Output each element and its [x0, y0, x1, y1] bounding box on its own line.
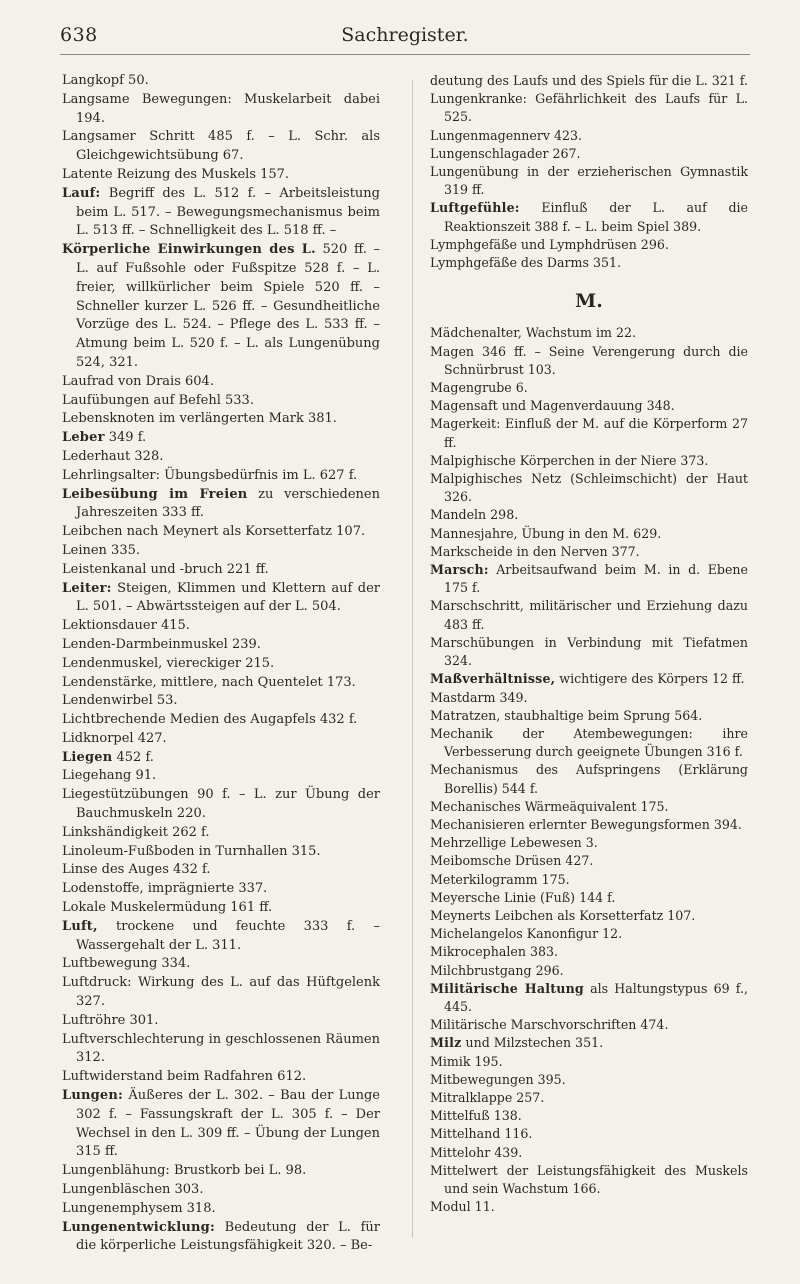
- index-headword: Lauf:: [62, 185, 101, 201]
- index-entry-text: Lebensknoten im verlängerten Mark 381.: [62, 411, 337, 427]
- index-entry-text: Lehrlingsalter: Übungsbedürfnis im L. 627 f.: [62, 467, 358, 483]
- index-entry: [430, 561, 748, 597]
- index-entry: [430, 1071, 748, 1089]
- index-entry-text: Marschschritt, militärischer und Erziehung dazu 483 ff.: [430, 598, 748, 632]
- index-entry: [62, 72, 380, 91]
- index-entry: [62, 1012, 380, 1031]
- index-entry: [62, 655, 380, 674]
- index-entry-text: Lodenstoffe, imprägnierte 337.: [62, 881, 268, 897]
- index-entry-text: Lungenübung in der erzieherischen Gymnastik 319 ff.: [430, 164, 748, 198]
- index-entry: [430, 1053, 748, 1071]
- index-entry-text: Mannesjahre, Übung in den M. 629.: [430, 525, 662, 541]
- index-entry-text: Malpighische Körperchen in der Niere 373.: [430, 452, 709, 468]
- index-entry: [62, 241, 380, 373]
- index-entry: [430, 90, 748, 126]
- index-column-left: [62, 72, 380, 1256]
- index-entry: [62, 843, 380, 862]
- index-headword: Leber: [62, 430, 105, 446]
- index-entry-text: Lungenmagennerv 423.: [430, 127, 583, 143]
- index-entry: [62, 448, 380, 467]
- index-entry: [430, 871, 748, 889]
- index-entry-text: Lymphgefäße und Lymphdrüsen 296.: [430, 236, 669, 252]
- index-entry: [62, 786, 380, 824]
- index-entry-text: Leinen 335.: [62, 542, 140, 558]
- index-entry: [62, 824, 380, 843]
- index-headword: Lungen:: [62, 1088, 124, 1104]
- index-entry-text: Magerkeit: Einfluß der M. auf die Körperform 27 ff.: [430, 416, 748, 450]
- index-entry: [430, 72, 748, 90]
- index-entry-text: Lederhaut 328.: [62, 448, 164, 464]
- index-entry-text: Mittelfuß 138.: [430, 1108, 522, 1124]
- index-entry: [430, 543, 748, 561]
- index-entry: [430, 379, 748, 397]
- index-entry-text: Linoleum-Fußboden in Turnhallen 315.: [62, 843, 321, 859]
- index-entry: [430, 670, 748, 688]
- index-entry-text: Arbeitsaufwand beim M. in d. Ebene 175 f.: [444, 562, 748, 596]
- index-entry-text: Begriff des L. 512 f. – Arbeitsleistung beim L. 517. – Bewegungsmechanismus beim L. 513 ff. – Schnelligkeit des L. 518 ff. –: [76, 185, 380, 239]
- index-entry: [430, 506, 748, 524]
- index-entry: [62, 128, 380, 166]
- index-entry: [62, 692, 380, 711]
- index-entry: [430, 852, 748, 870]
- index-entry: [62, 749, 380, 768]
- index-entry-text: Mittelwert der Leistungsfähigkeit des Muskels und sein Wachstum 166.: [430, 1162, 748, 1196]
- index-entry-text: Meyersche Linie (Fuß) 144 f.: [430, 889, 616, 905]
- index-headword: Körperliche Einwirkungen des L.: [62, 242, 316, 258]
- index-entry: [62, 185, 380, 241]
- index-entry-text: Luftdruck: Wirkung des L. auf das Hüftgelenk 327.: [62, 975, 380, 1010]
- index-entry-text: Lendenmuskel, viereckiger 215.: [62, 655, 275, 671]
- index-entry-text: Luftbewegung 334.: [62, 956, 191, 972]
- section-letter: M.: [575, 290, 603, 313]
- index-entry-text: Mandeln 298.: [430, 507, 519, 523]
- index-entry: [62, 861, 380, 880]
- index-entry-text: Mikrocephalen 383.: [430, 944, 558, 960]
- index-entry-text: Meterkilogramm 175.: [430, 871, 570, 887]
- index-entry: [62, 974, 380, 1012]
- index-headword: Milz: [430, 1035, 462, 1051]
- index-entry: [62, 1068, 380, 1087]
- index-entry-text: Michelangelos Kanonfigur 12.: [430, 926, 623, 942]
- index-column-right: [430, 72, 748, 1216]
- index-entry-text: Äußeres der L. 302. – Bau der Lunge 302 f. – Fassungskraft der L. 305 f. – Der Wechsel in den L. 309 ff. – Übung der Lungen 315 ff.: [76, 1088, 380, 1160]
- index-entry: [430, 816, 748, 834]
- index-entry-text: Mimik 195.: [430, 1053, 503, 1069]
- index-entry: [430, 415, 748, 451]
- index-entry: [430, 597, 748, 633]
- index-entry-text: Mittelohr 439.: [430, 1144, 523, 1160]
- index-entry-text: als Haltungstypus 69 f., 445.: [444, 980, 748, 1014]
- index-headword: Maßverhältnisse,: [430, 671, 556, 687]
- index-entry: [430, 1198, 748, 1216]
- column-divider: [412, 80, 413, 1238]
- index-entry-text: Marschübungen in Verbindung mit Tiefatmen 324.: [430, 634, 748, 669]
- index-entry: [430, 199, 748, 235]
- index-entry-text: wichtigere des Körpers 12 ff.: [555, 671, 745, 687]
- page-number: 638: [60, 24, 98, 46]
- index-entry-text: Malpighisches Netz (Schleimschicht) der Haut 326.: [430, 471, 748, 505]
- index-entry-text: Mechanisches Wärmeäquivalent 175.: [430, 798, 669, 814]
- index-entry: [62, 91, 380, 129]
- index-entry-text: Bedeutung der L. für die körperliche Leistungsfähigkeit 320. – Be-: [76, 1219, 380, 1254]
- index-entry-text: Langsamer Schritt 485 f. – L. Schr. als Gleichgewichtsübung 67.: [62, 129, 380, 164]
- index-entry-text: Leibchen nach Meynert als Korsetterfatz 107.: [62, 524, 366, 540]
- index-entry: [62, 1181, 380, 1200]
- index-entry-text: zu verschiedenen Jahreszeiten 333 ff.: [76, 486, 381, 521]
- index-entry-text: Lymphgefäße des Darms 351.: [430, 255, 621, 271]
- index-entry-text: 452 f.: [112, 749, 154, 765]
- index-entry-text: Lidknorpel 427.: [62, 730, 167, 746]
- index-entry-text: Liegestützübungen 90 f. – L. zur Übung der Bauchmuskeln 220.: [62, 787, 380, 822]
- index-entry-text: Meibomsche Drüsen 427.: [430, 853, 594, 869]
- index-entry: [430, 907, 748, 925]
- index-entry-text: Luftverschlechterung in geschlossenen Räumen 312.: [62, 1031, 380, 1066]
- index-entry: [62, 617, 380, 636]
- index-entry: [430, 798, 748, 816]
- index-entry-text: Lendenwirbel 53.: [62, 693, 178, 709]
- index-entry: [430, 962, 748, 980]
- index-headword: Luftgefühle:: [430, 200, 520, 216]
- index-headword: Militärische Haltung: [430, 980, 584, 996]
- index-headword: Luft,: [62, 918, 98, 934]
- index-entry: [430, 236, 748, 254]
- index-entry-text: Milchbrustgang 296.: [430, 962, 564, 978]
- index-entry-text: Markscheide in den Nerven 377.: [430, 543, 640, 559]
- index-entry: [430, 889, 748, 907]
- index-entry: [62, 730, 380, 749]
- index-entry-text: Lungenschlagader 267.: [430, 145, 581, 161]
- index-entry-text: Mehrzellige Lebewesen 3.: [430, 835, 598, 851]
- index-entry: [430, 254, 748, 272]
- index-entry: [430, 452, 748, 470]
- index-headword: Leibesübung im Freien: [62, 486, 248, 502]
- index-entry-text: Lokale Muskelermüdung 161 ff.: [62, 900, 273, 916]
- index-entry-text: Mechanik der Atembewegungen: ihre Verbesserung durch geeignete Übungen 316 f.: [430, 725, 748, 760]
- index-entry-text: Mitralklappe 257.: [430, 1089, 545, 1105]
- index-entry-text: Lektionsdauer 415.: [62, 618, 190, 634]
- index-entry-text: Luftröhre 301.: [62, 1012, 159, 1028]
- index-entry: [430, 1034, 748, 1052]
- index-entry: [430, 925, 748, 943]
- index-entry: [62, 899, 380, 918]
- index-entry-text: Lenden-Darmbeinmuskel 239.: [62, 636, 261, 652]
- index-headword: Lungenentwicklung:: [62, 1219, 215, 1235]
- index-entry: [62, 636, 380, 655]
- index-entry-text: Lungenblähung: Brustkorb bei L. 98.: [62, 1163, 307, 1179]
- index-entry-text: und Milzstechen 351.: [461, 1035, 604, 1051]
- index-entry: [430, 525, 748, 543]
- index-entry-text: Leistenkanal und -bruch 221 ff.: [62, 561, 269, 577]
- index-entry-text: trockene und feuchte 333 f. – Wassergehalt der L. 311.: [76, 918, 380, 953]
- index-entry: [430, 980, 748, 1016]
- index-entry: [430, 689, 748, 707]
- index-entry: [430, 725, 748, 761]
- index-entry-text: Luftwiderstand beim Radfahren 612.: [62, 1069, 307, 1085]
- index-entry-text: Lungenbläschen 303.: [62, 1182, 204, 1198]
- index-entry-text: Langkopf 50.: [62, 73, 149, 88]
- index-entry-text: Mechanismus des Aufspringens (Erklärung Borellis) 544 f.: [430, 762, 748, 796]
- index-entry: [62, 561, 380, 580]
- index-entry-text: Mittelhand 116.: [430, 1126, 533, 1142]
- index-entry-text: Laufrad von Drais 604.: [62, 373, 214, 389]
- index-entry: [430, 1089, 748, 1107]
- index-entry-text: Lichtbrechende Medien des Augapfels 432 f.: [62, 712, 358, 728]
- index-entry: [430, 761, 748, 797]
- index-entry-text: Linkshändigkeit 262 f.: [62, 824, 210, 840]
- index-entry-text: Linse des Auges 432 f.: [62, 862, 211, 878]
- index-entry: [430, 1144, 748, 1162]
- index-entry-text: 520 ff. – L. auf Fußsohle oder Fußspitze 528 f. – L. freier, willkürlicher beim Spiele 520 ff. – Schneller kurzer L. 526 ff. – Gesundheitliche Vorzüge des L. 524. – Pflege des L. 533 ff. – Atmung beim L. 520 f. – L. als Lungenübung 524, 321.: [76, 242, 380, 370]
- index-entry: [430, 943, 748, 961]
- index-entry: [62, 467, 380, 486]
- index-entry: [62, 1031, 380, 1069]
- index-entry-text: Meynerts Leibchen als Korsetterfatz 107.: [430, 907, 696, 923]
- index-entry: [62, 410, 380, 429]
- index-entry-text: Militärische Marschvorschriften 474.: [430, 1017, 669, 1033]
- index-entry-text: Latente Reizung des Muskels 157.: [62, 166, 290, 182]
- index-entry-text: Lendenstärke, mittlere, nach Quentelet 173.: [62, 674, 356, 690]
- page-header: [60, 22, 750, 55]
- index-entry: [62, 429, 380, 448]
- index-entry: [430, 707, 748, 725]
- index-entry-text: Steigen, Klimmen und Klettern auf der L. 501. – Abwärtssteigen auf der L. 504.: [76, 580, 380, 615]
- index-entry-text: Einfluß der L. auf die Reaktionszeit 388 f. – L. beim Spiel 389.: [444, 200, 748, 234]
- index-entry: [62, 523, 380, 542]
- index-entry-text: Magensaft und Magenverdauung 348.: [430, 398, 675, 414]
- index-headword: Leiter:: [62, 580, 112, 596]
- index-entry-text: Mechanisieren erlernter Bewegungsformen 394.: [430, 816, 742, 832]
- index-entry-text: Langsame Bewegungen: Muskelarbeit dabei 194.: [62, 91, 380, 126]
- index-entry-text: Liegehang 91.: [62, 768, 157, 784]
- index-entry: [62, 580, 380, 618]
- index-entry: [430, 470, 748, 506]
- index-entry-text: 349 f.: [104, 430, 147, 446]
- index-entry: [62, 918, 380, 956]
- index-entry: [430, 145, 748, 163]
- index-entry-text: Mädchenalter, Wachstum im 22.: [430, 325, 636, 341]
- index-entry: [430, 324, 748, 342]
- index-entry: [62, 166, 380, 185]
- index-entry-text: Mitbewegungen 395.: [430, 1071, 566, 1087]
- index-entry: [62, 767, 380, 786]
- index-entry-text: Magen 346 ff. – Seine Verengerung durch die Schnürbrust 103.: [430, 343, 748, 377]
- index-entry: [62, 392, 380, 411]
- index-entry: [430, 1107, 748, 1125]
- index-entry: [62, 711, 380, 730]
- index-entry: [430, 1016, 748, 1034]
- index-headword: Marsch:: [430, 562, 489, 578]
- index-entry-text: Laufübungen auf Befehl 533.: [62, 392, 254, 408]
- index-entry-text: Lungenemphysem 318.: [62, 1200, 216, 1216]
- index-entry: [430, 163, 748, 199]
- index-entry: [430, 834, 748, 852]
- index-entry: [62, 1219, 380, 1257]
- index-entry: [62, 373, 380, 392]
- index-entry-text: deutung des Laufs und des Spiels für die L. 321 f.: [430, 73, 748, 88]
- index-entry: [62, 955, 380, 974]
- running-head: Sachregister.: [341, 24, 469, 46]
- index-entry-text: Magengrube 6.: [430, 380, 528, 396]
- index-entry: [430, 397, 748, 415]
- index-entry: [62, 486, 380, 524]
- index-entry-text: Modul 11.: [430, 1199, 495, 1215]
- index-entry: [430, 1162, 748, 1198]
- index-entry: [430, 1125, 748, 1143]
- index-entry: [62, 1087, 380, 1162]
- index-entry: [62, 674, 380, 693]
- index-entry: [430, 634, 748, 670]
- index-entry-text: Lungenkranke: Gefährlichkeit des Laufs für L. 525.: [430, 91, 748, 125]
- index-headword: Liegen: [62, 749, 113, 765]
- index-entry: [430, 127, 748, 145]
- index-entry: [62, 1200, 380, 1219]
- index-entry: [62, 1162, 380, 1181]
- index-entry: [430, 343, 748, 379]
- index-entry-text: Matratzen, staubhaltige beim Sprung 564.: [430, 707, 703, 723]
- index-entry: [62, 880, 380, 899]
- index-entry-text: Mastdarm 349.: [430, 689, 528, 705]
- index-entry: [62, 542, 380, 561]
